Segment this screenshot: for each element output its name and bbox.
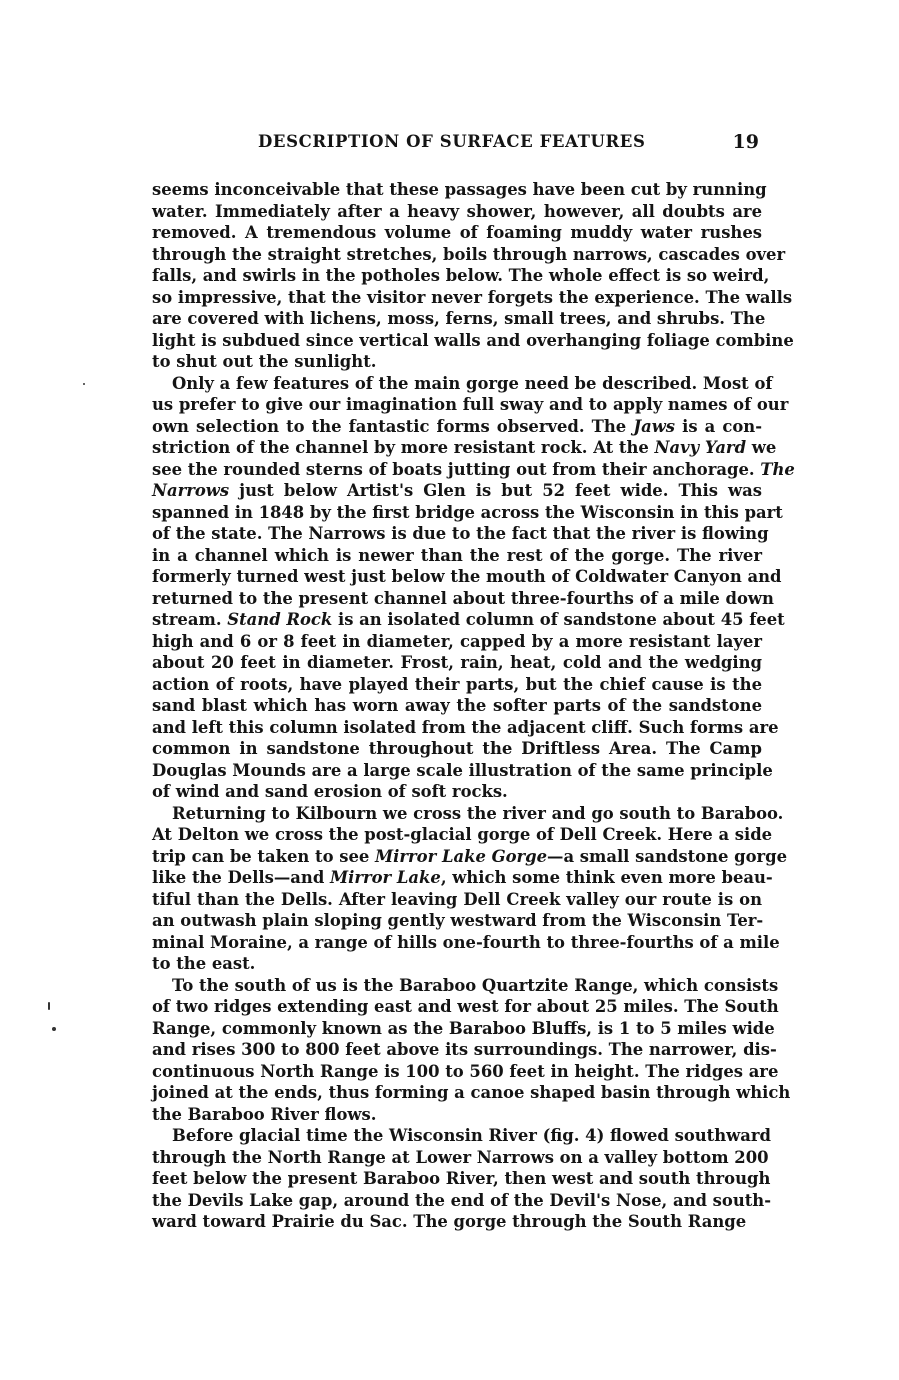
text-line: stream. Stand Rock is an isolated column of sandstone about 45 feet [152, 610, 785, 629]
text-line: Douglas Mounds are a large scale illustration of the same principle [152, 760, 773, 780]
text-line: in a channel which is newer than the rest of the gorge. The river [152, 545, 762, 565]
text-line: returned to the present channel about three-fourths of a mile down [152, 588, 774, 608]
text-line: through the North Range at Lower Narrows on a valley bottom 200 [152, 1147, 769, 1167]
page-number: 19 [732, 131, 759, 153]
text-line: tiful than the Dells. After leaving Dell Creek valley our route is on [152, 889, 762, 909]
text-line: of wind and sand erosion of soft rocks. [152, 782, 508, 801]
text-line: minal Moraine, a range of hills one-fourth to three-fourths of a mile [152, 932, 780, 952]
text-line: to shut out the sunlight. [152, 352, 377, 371]
running-header [152, 132, 762, 158]
text-line: formerly turned west just below the mouth of Coldwater Canyon and [152, 567, 782, 586]
text-line: the Baraboo River flows. [152, 1104, 377, 1124]
body-text [152, 179, 795, 1233]
text-line: spanned in 1848 by the first bridge across the Wisconsin in this part [152, 502, 783, 522]
text-line: the Devils Lake gap, around the end of the Devil's Nose, and south- [152, 1190, 772, 1210]
text-line: Returning to Kilbourn we cross the river and go south to Baraboo. [172, 803, 784, 823]
text-line: Before glacial time the Wisconsin River (fig. 4) flowed southward [172, 1126, 771, 1145]
text-line: and left this column isolated from the adjacent cliff. Such forms are [152, 717, 779, 737]
text-line: Only a few features of the main gorge need be described. Most of [172, 373, 773, 393]
text-line: of two ridges extending east and west for about 25 miles. The South [152, 997, 779, 1016]
text-line: seems inconceivable that these passages have been cut by running [152, 180, 767, 199]
scan-speck [83, 383, 85, 385]
text-line: action of roots, have played their parts, but the chief cause is the [152, 674, 762, 694]
text-line: and rises 300 to 800 feet above its surroundings. The narrower, dis- [152, 1040, 777, 1059]
text-line: removed. A tremendous volume of foaming muddy water rushes [152, 223, 762, 242]
text-line: are covered with lichens, moss, ferns, small trees, and shrubs. The [152, 309, 766, 328]
text-line: an outwash plain sloping gently westward from the Wisconsin Ter- [152, 911, 764, 930]
text-line: high and 6 or 8 feet in diameter, capped by a more resistant layer [152, 631, 762, 651]
text-line: joined at the ends, thus forming a canoe shaped basin through which [152, 1083, 791, 1102]
text-line: us prefer to give our imagination full sway and to apply names of our [152, 395, 789, 414]
text-line: To the south of us is the Baraboo Quartzite Range, which consists [172, 975, 779, 995]
text-line: continuous North Range is 100 to 560 feet in height. The ridges are [152, 1061, 779, 1081]
text-line: light is subdued since vertical walls and overhanging foliage combine [152, 330, 794, 350]
text-line: feet below the present Baraboo River, then west and south through [152, 1169, 771, 1188]
text-line: falls, and swirls in the potholes below. The whole effect is so weird, [152, 266, 770, 285]
scan-speck [52, 1027, 56, 1031]
text-line: so impressive, that the visitor never forgets the experience. The walls [152, 287, 793, 307]
scan-speck [48, 1002, 50, 1010]
text-line: through the straight stretches, boils through narrows, cascades over [152, 244, 786, 264]
text-line: ward toward Prairie du Sac. The gorge through the South Range [152, 1212, 747, 1231]
text-line: Range, commonly known as the Baraboo Bluffs, is 1 to 5 miles wide [152, 1018, 775, 1038]
text-line: At Delton we cross the post-glacial gorge of Dell Creek. Here a side [152, 825, 773, 844]
text-line: see the rounded sterns of boats jutting out from their anchorage. The [152, 459, 795, 479]
text-line: to the east. [152, 954, 256, 973]
text-line: striction of the channel by more resistant rock. At the Navy Yard we [152, 438, 777, 457]
text-line: about 20 feet in diameter. Frost, rain, heat, cold and the wedging [152, 653, 762, 672]
running-title: DESCRIPTION OF SURFACE FEATURES [258, 132, 646, 151]
text-line: of the state. The Narrows is due to the fact that the river is flowing [152, 524, 769, 543]
text-line: own selection to the fantastic forms observed. The Jaws is a con- [152, 416, 762, 436]
text-line: common in sandstone throughout the Driftless Area. The Camp [152, 739, 762, 758]
text-line: sand blast which has worn away the softer parts of the sandstone [152, 696, 762, 715]
text-line: water. Immediately after a heavy shower, however, all doubts are [152, 201, 762, 221]
text-line: Narrows just below Artist's Glen is but 52 feet wide. This was [152, 481, 762, 500]
text-line: trip can be taken to see Mirror Lake Gorge—a small sandstone gorge [152, 846, 788, 866]
text-line: like the Dells—and Mirror Lake, which some think even more beau- [152, 868, 773, 887]
